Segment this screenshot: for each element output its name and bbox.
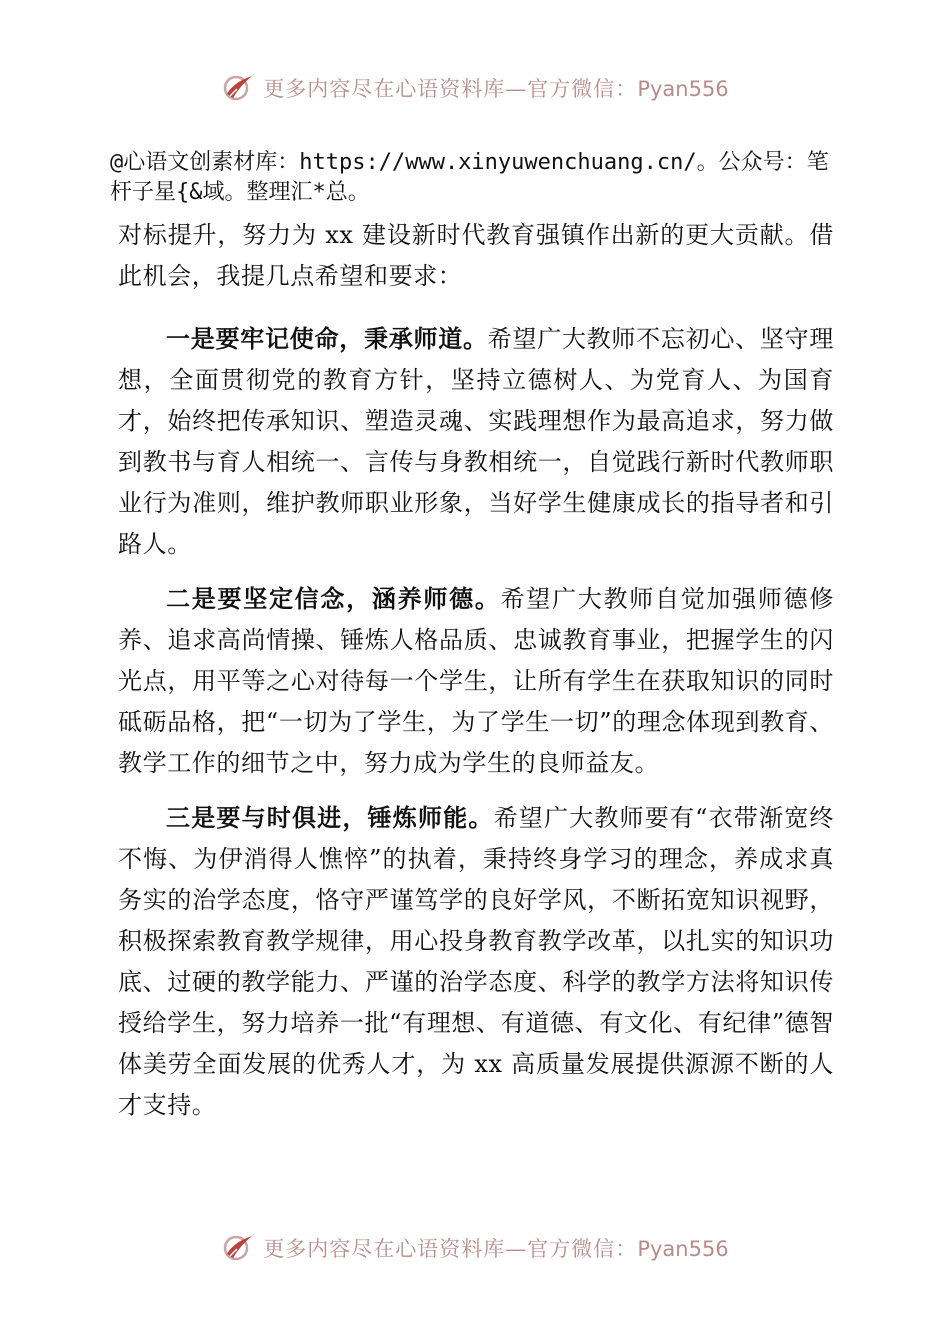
- banner-text: 更多内容尽在心语资料库—官方微信：Pyan556: [263, 77, 729, 101]
- paragraph-lead: 一是要牢记使命，秉承师道。: [166, 325, 488, 353]
- paragraph: [118, 215, 834, 297]
- header-banner: [0, 72, 950, 104]
- paragraph: [118, 798, 834, 1126]
- footer-banner: [0, 1232, 950, 1264]
- xinyu-logo-icon: [221, 72, 255, 104]
- paragraph-text: 希望广大教师不忘初心、坚守理想，全面贯彻党的教育方针，坚持立德树人、为党育人、为国育才，始终把传承知识、塑造灵魂、实践理想作为最高追求，努力做到教书与育人相统一、言传与身教相统一，自觉践行新时代教师职业行为准则，维护教师职业形象，当好学生健康成长的指导者和引路人。: [118, 325, 834, 558]
- paragraph-text: 对标提升，努力为 xx 建设新时代教育强镇作出新的更大贡献。借此机会，我提几点希望和要求：: [118, 221, 834, 290]
- paragraph-text: 希望广大教师自觉加强师德修养、追求高尚情操、锤炼人格品质、忠诚教育事业，把握学生的闪光点，用平等之心对待每一个学生，让所有学生在获取知识的同时砥砺品格，把“一切为了学生，为了学生一切”的理念体现到教育、教学工作的细节之中，努力成为学生的良师益友。: [118, 585, 834, 777]
- paragraph-text: 希望广大教师要有“衣带渐宽终不悔、为伊消得人憔悴”的执着，秉持终身学习的理念，养成求真务实的治学态度，恪守严谨笃学的良好学风，不断拓宽知识视野，积极探索教育教学规律，用心投身教育教学改革，以扎实的知识功底、过硬的教学能力、严谨的治学态度、科学的教学方法将知识传授给学生，努力培养一批“有理想、有道德、有文化、有纪律”德智体美劳全面发展的优秀人才，为 xx 高质量发展提供源源不断的人才支持。: [118, 804, 834, 1119]
- paragraph: [118, 319, 834, 565]
- wechat-id: Pyan556: [637, 77, 729, 101]
- document-body: [118, 215, 834, 1140]
- paragraph-lead: 二是要坚定信念，涵养师德。: [166, 585, 501, 613]
- paragraph-lead: 三是要与时俱进，锤炼师能。: [166, 804, 494, 832]
- wechat-id: Pyan556: [637, 1237, 729, 1261]
- source-line: @心语文创素材库：https://www.xinyuwenchuang.cn/。公众号：笔杆子星{&域。整理汇*总。: [110, 150, 829, 205]
- paragraph: [118, 579, 834, 784]
- banner-text: 更多内容尽在心语资料库—官方微信：Pyan556: [263, 1237, 729, 1261]
- xinyu-logo-icon: [221, 1232, 255, 1264]
